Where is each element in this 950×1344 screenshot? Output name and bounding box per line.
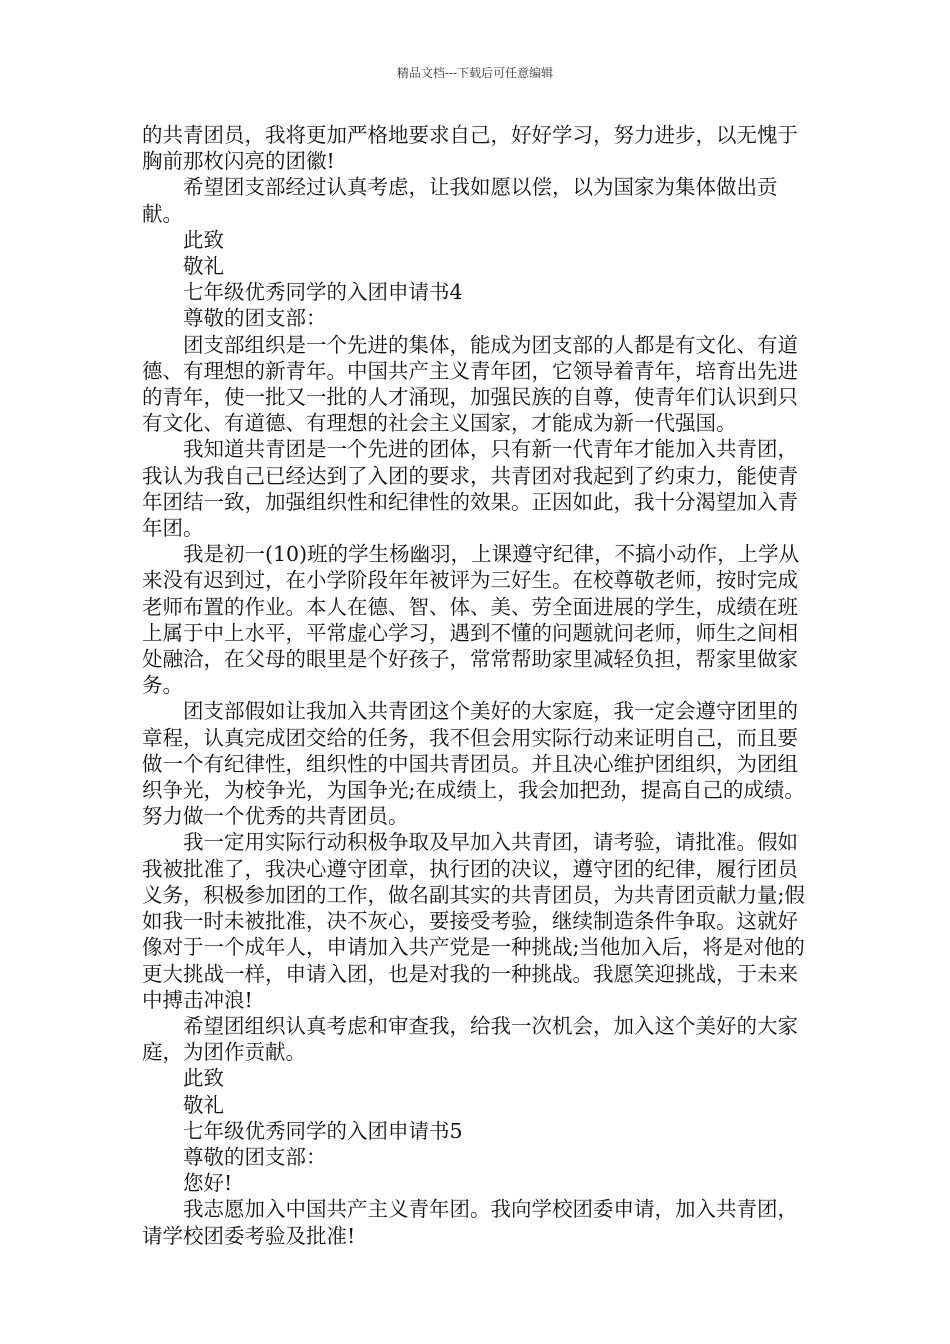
paragraph: 我知道共青团是一个先进的团体，只有新一代青年才能加入共青团，我认为我自己已经达到了入团的要求，共青团对我起到了约束力，能使青年团结一致，加强组织性和纪律性的效果。正因如此，我十分渴望加入青年团。: [142, 437, 798, 541]
paragraph: 希望团组织认真考虑和审查我，给我一次机会，加入这个美好的大家庭，为团作贡献。: [142, 1013, 798, 1065]
closing-line: 此致: [183, 227, 224, 252]
paragraph: 的共青团员，我将更加严格地要求自己，好好学习，努力进步，以无愧于胸前那枚闪亮的团徽!: [142, 123, 798, 174]
paragraph: 希望团支部经过认真考虑，让我如愿以偿，以为国家为集体做出贡献。: [142, 175, 778, 226]
paragraph: 我一定用实际行动积极争取及早加入共青团，请考验，请批准。假如我被批准了，我决心遵守团章，执行团的决议，遵守团的纪律，履行团员义务，积极参加团的工作，做名副其实的共青团员，为共青团贡献力量;假如我一时未被批准，决不灰心，要接受考验，继续制造条件争取。这就好像对于一个成年人，申请加入共产党是一种挑战;当他加入后，将是对他的更大挑战一样，申请入团，也是对我的一种挑战。我愿笑迎挑战，于未来中搏击冲浪!: [142, 830, 805, 1012]
paragraph: 团支部假如让我加入共青团这个美好的大家庭，我一定会遵守团里的章程，认真完成团交给的任务，我不但会用实际行动来证明自己，而且要做一个有纪律性，组织性的中国共青团员。并且决心维护团组织，为团组织争光，为校争光，为国争光;在成绩上，我会加把劲，提高自己的成绩。努力做一个优秀的共青团员。: [142, 699, 805, 829]
closing-line: 敬礼: [183, 1092, 224, 1117]
paragraph: 我志愿加入中国共产主义青年团。我向学校团委申请，加入共青团，请学校团委考验及批准!: [142, 1197, 798, 1248]
salutation: 尊敬的团支部：: [183, 306, 327, 331]
greeting: 您好!: [183, 1171, 233, 1196]
closing-line: 敬礼: [183, 254, 224, 279]
section-title: 七年级优秀同学的入团申请书4: [183, 280, 463, 305]
paragraph: 团支部组织是一个先进的集体，能成为团支部的人都是有文化、有道德、有理想的新青年。中国共产主义青年团，它领导着青年，培育出先进的青年，使一批又一批的人才涌现，加强民族的自尊，使青年们认识到只有文化、有道德、有理想的社会主义国家，才能成为新一代强国。: [142, 332, 798, 436]
page-header: 精品文档---下载后可任意编辑: [396, 66, 554, 80]
paragraph: 我是初一(10)班的学生杨幽羽，上课遵守纪律，不搞小动作，上学从来没有迟到过，在小学阶段年年被评为三好生。在校尊敬老师，按时完成老师布置的作业。本人在德、智、体、美、劳全面进展的学生，成绩在班上属于中上水平，平常虚心学习，遇到不懂的问题就问老师，师生之间相处融洽，在父母的眼里是个好孩子，常常帮助家里减轻负担，帮家里做家务。: [142, 542, 800, 698]
section-title: 七年级优秀同学的入团申请书5: [183, 1118, 463, 1143]
closing-line: 此致: [183, 1066, 224, 1091]
salutation: 尊敬的团支部：: [183, 1144, 327, 1169]
document-body: [142, 122, 810, 1249]
